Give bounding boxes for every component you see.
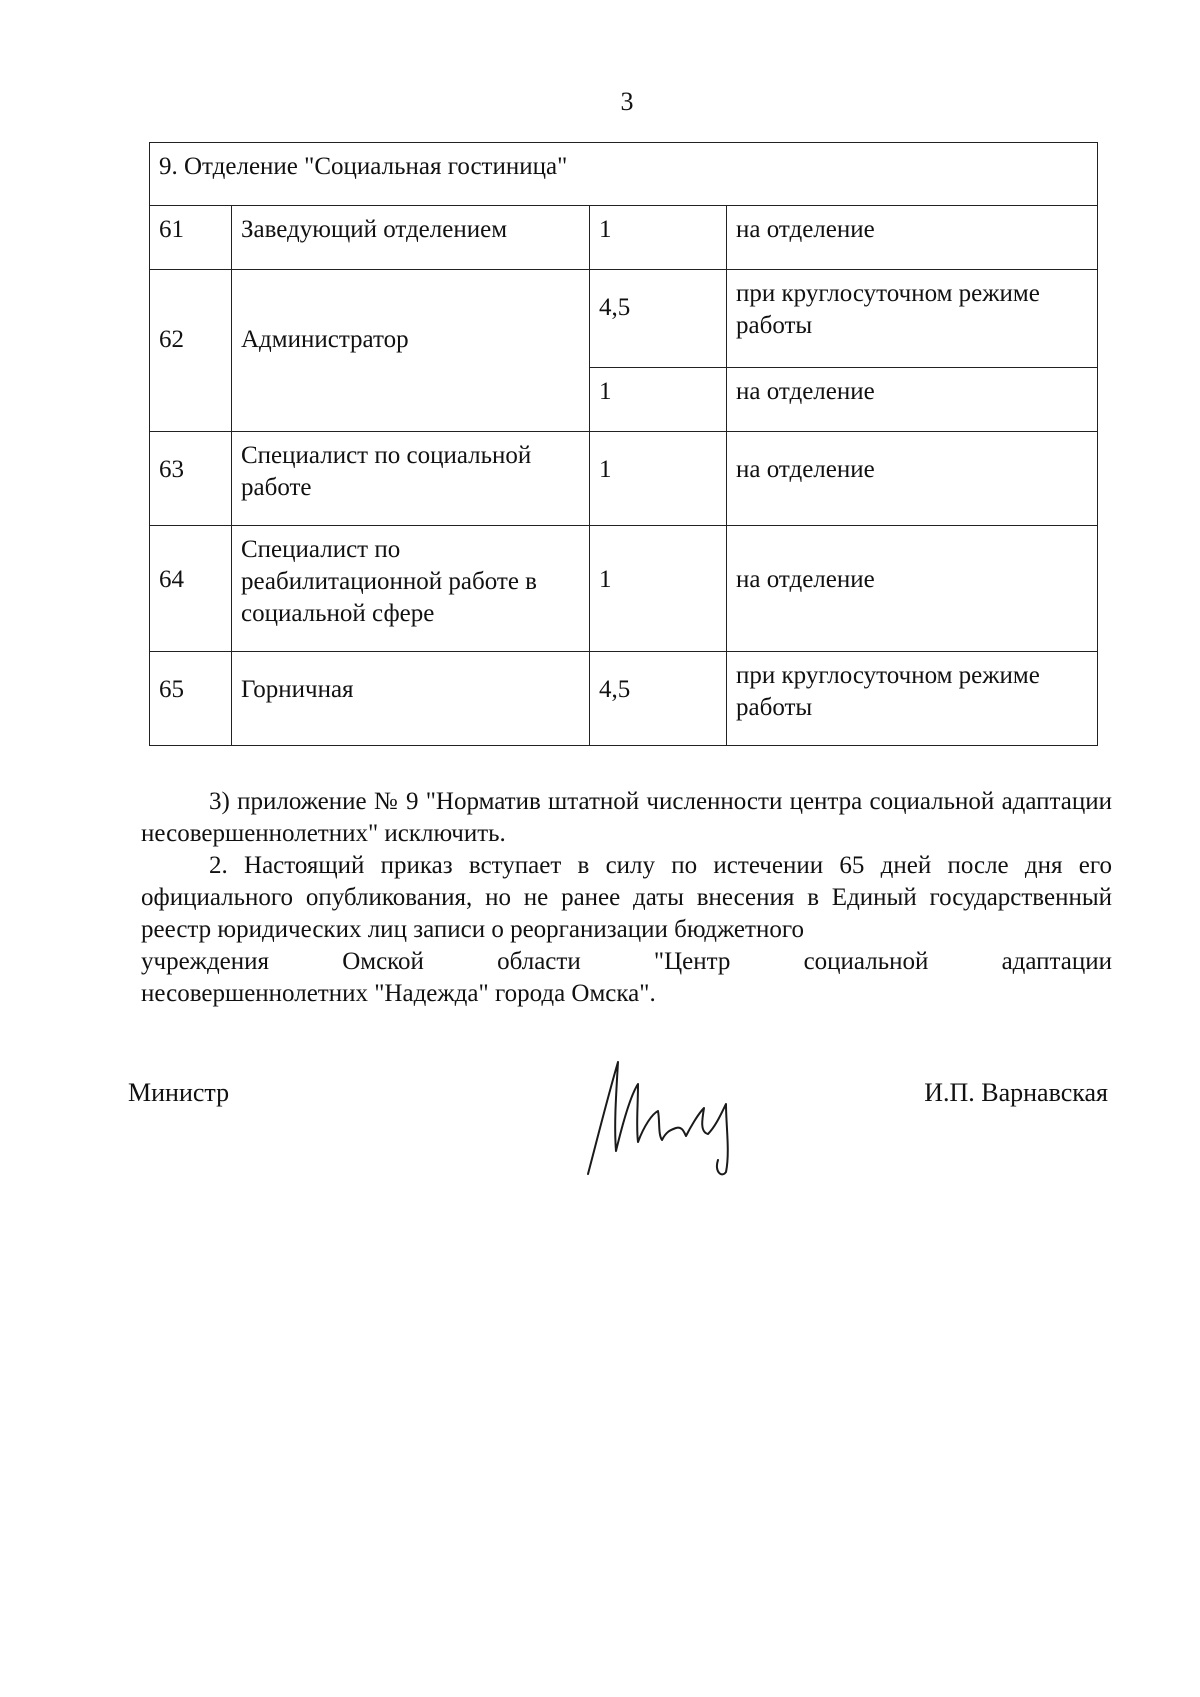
staff-basis: на отделение — [727, 432, 1098, 526]
staff-basis: при круглосуточном режиме работы — [727, 270, 1098, 368]
staff-basis: на отделение — [727, 526, 1098, 652]
staff-count: 1 — [590, 432, 727, 526]
paragraph-2-main: 2. Настоящий приказ вступает в силу по истечении 65 дней после дня его официального опубликования, но не ранее даты внесения в Единый государственный реестр юридических лиц записи о реорганизации бюджетного — [141, 852, 1112, 943]
row-number: 61 — [150, 206, 232, 270]
staff-basis: при круглосуточном режиме работы — [727, 652, 1098, 746]
table-row — [150, 432, 1098, 526]
paragraph-appendix-exclusion — [141, 786, 1112, 850]
staff-count: 1 — [590, 368, 727, 432]
position-name: Специалист по социальной работе — [232, 432, 590, 526]
page-number: 3 — [620, 87, 634, 116]
signer-position: Министр — [128, 1078, 230, 1107]
paragraph-effective-date — [141, 850, 1112, 1010]
position-name: Заведующий отделением — [232, 206, 590, 270]
table-section-row — [150, 143, 1098, 206]
paragraph-2-line: учреждения Омской области "Центр социальной адаптации — [141, 948, 1112, 975]
staffing-table — [149, 142, 1098, 746]
staff-basis: на отделение — [727, 206, 1098, 270]
staff-count: 4,5 — [590, 270, 727, 368]
position-name: Администратор — [232, 270, 590, 432]
staff-basis: на отделение — [727, 368, 1098, 432]
position-name: Горничная — [232, 652, 590, 746]
table-row — [150, 652, 1098, 746]
staff-count: 1 — [590, 526, 727, 652]
signer-name: И.П. Варнавская — [924, 1078, 1108, 1107]
table-row — [150, 526, 1098, 652]
handwritten-signature — [586, 1056, 756, 1176]
table-row — [150, 270, 1098, 368]
paragraph-3: 3) приложение № 9 "Норматив штатной численности центра социальной адаптации несовершеннолетних" исключить. — [141, 788, 1112, 847]
position-name: Специалист по реабилитационной работе в социальной сфере — [232, 526, 590, 652]
row-number: 65 — [150, 652, 232, 746]
row-number: 64 — [150, 526, 232, 652]
row-number: 62 — [150, 270, 232, 432]
staff-count: 4,5 — [590, 652, 727, 746]
row-number: 63 — [150, 432, 232, 526]
table-row — [150, 206, 1098, 270]
staff-count: 1 — [590, 206, 727, 270]
section-title: 9. Отделение "Социальная гостиница" — [150, 143, 1098, 206]
paragraph-2-end: несовершеннолетних "Надежда" города Омска". — [141, 980, 656, 1007]
